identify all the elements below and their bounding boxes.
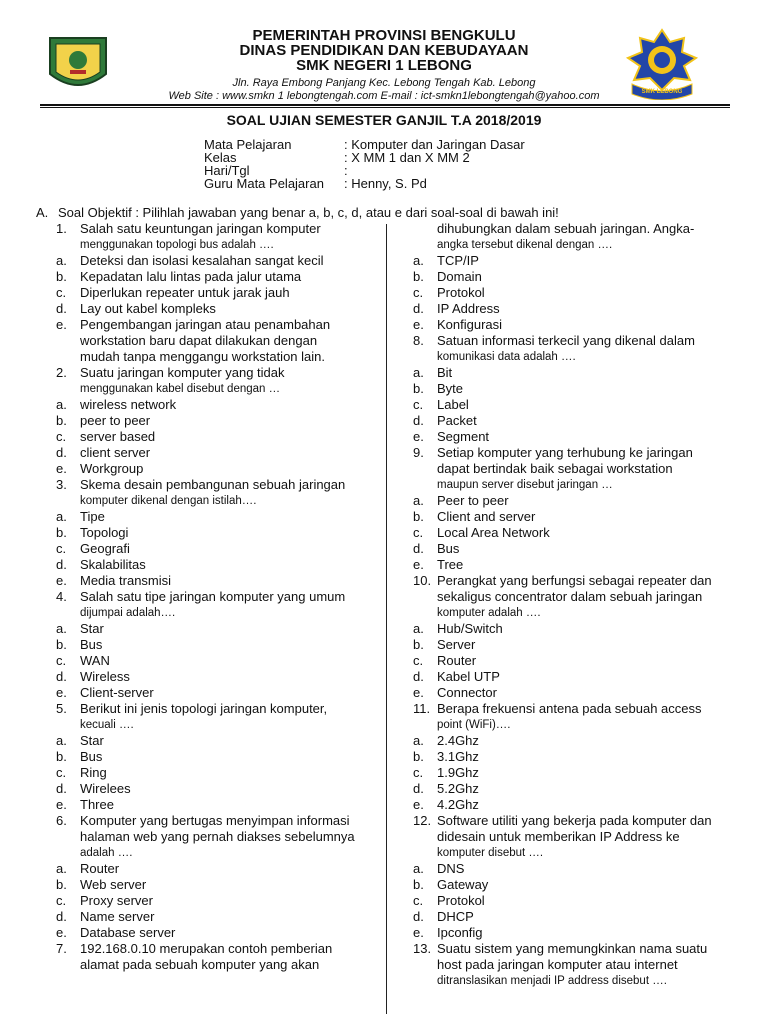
answer-option: [413, 909, 753, 925]
option-text: Database server: [80, 925, 176, 940]
question-text: point (WiFi)….: [437, 719, 511, 731]
question-text: Berapa frekuensi antena pada sebuah access: [437, 701, 702, 716]
option-letter: a.: [56, 253, 67, 268]
question-number: 9.: [413, 445, 424, 460]
question-text: menggunakan topologi bus adalah ….: [80, 239, 274, 251]
question-number: 11.: [413, 701, 431, 716]
option-letter: c.: [413, 893, 424, 908]
question-text: Satuan informasi terkecil yang dikenal dalam: [437, 333, 695, 348]
option-letter: b.: [413, 509, 424, 524]
option-text: Server: [437, 637, 476, 652]
question-text: dihubungkan dalam sebuah jaringan. Angka-: [437, 221, 695, 236]
answer-option: [56, 461, 376, 477]
header-department: DINAS PENDIDIKAN DAN KEBUDAYAAN: [239, 42, 529, 59]
answer-option: [56, 621, 376, 637]
question-text: Salah satu tipe jaringan komputer yang umum: [80, 589, 346, 604]
question-text-line: [56, 845, 376, 861]
answer-option: [413, 381, 753, 397]
answer-option: [413, 733, 753, 749]
option-text: Tree: [437, 557, 464, 572]
answer-option: [413, 765, 753, 781]
answer-option: [413, 509, 753, 525]
option-letter: a.: [413, 861, 424, 876]
option-letter: e.: [56, 797, 67, 812]
question-text: Salah satu keuntungan jaringan komputer: [80, 221, 321, 236]
question-number: 6.: [56, 813, 67, 828]
question-text-line: [56, 605, 376, 621]
question-text-line: [413, 237, 753, 253]
option-letter: b.: [56, 749, 67, 764]
option-text: Diperlukan repeater untuk jarak jauh: [80, 285, 290, 300]
answer-option: [56, 781, 376, 797]
question-text-line: [56, 717, 376, 733]
option-text: Name server: [80, 909, 155, 924]
question-line: [56, 589, 376, 605]
option-text: 2.4Ghz: [437, 733, 479, 748]
option-text: WAN: [80, 653, 110, 668]
question-text: sekaligus concentrator dalam sebuah jaringan: [437, 589, 703, 604]
option-text: Ipconfig: [437, 925, 483, 940]
answer-option: [413, 637, 753, 653]
question-text: Berikut ini jenis topologi jaringan komputer,: [80, 701, 328, 716]
option-letter: a.: [56, 397, 67, 412]
answer-option: [56, 573, 376, 589]
instruction-letter: A.: [36, 205, 49, 220]
info-key: Kelas: [204, 150, 237, 165]
option-letter: a.: [56, 733, 67, 748]
option-text: Packet: [437, 413, 477, 428]
question-text-line: [413, 461, 753, 477]
option-letter: e.: [56, 573, 67, 588]
exam-title: SOAL UJIAN SEMESTER GANJIL T.A 2018/2019: [226, 112, 542, 128]
answer-option: [413, 669, 753, 685]
option-text: Wireless: [80, 669, 130, 684]
option-text: Lay out kabel kompleks: [80, 301, 216, 316]
answer-option: [413, 749, 753, 765]
question-text-line: [56, 493, 376, 509]
answer-option: [56, 861, 376, 877]
option-text: Peer to peer: [437, 493, 509, 508]
question-text: Suatu jaringan komputer yang tidak: [80, 365, 285, 380]
option-letter: c.: [56, 893, 67, 908]
option-text: server based: [80, 429, 156, 444]
question-text: dijumpai adalah….: [80, 607, 176, 619]
option-text: 5.2Ghz: [437, 781, 479, 796]
question-line: [56, 701, 376, 717]
option-letter: b.: [413, 749, 424, 764]
instruction-text: Soal Objektif : Pilihlah jawaban yang benar a, b, c, d, atau e dari soal-soal di bawah ini!: [58, 205, 559, 220]
option-text: Star: [80, 733, 104, 748]
option-text: Segment: [437, 429, 490, 444]
info-value: : Komputer dan Jaringan Dasar: [344, 137, 525, 152]
option-text: Kepadatan lalu lintas pada jalur utama: [80, 269, 302, 284]
answer-option: [413, 925, 753, 941]
answer-option: [413, 301, 753, 317]
option-text: Three: [80, 797, 114, 812]
option-letter: b.: [413, 877, 424, 892]
answer-option: [413, 429, 753, 445]
option-text: 1.9Ghz: [437, 765, 479, 780]
option-text: Workgroup: [80, 461, 144, 476]
option-letter: d.: [413, 909, 424, 924]
question-number: 7.: [56, 941, 67, 956]
option-letter: d.: [413, 413, 424, 428]
answer-option: [56, 429, 376, 445]
option-letter: e.: [56, 925, 67, 940]
question-number: 1.: [56, 221, 67, 236]
question-line: [413, 701, 753, 717]
question-text: komunikasi data adalah ….: [437, 351, 576, 363]
question-text: halaman web yang pernah diakses sebelumnya: [80, 829, 355, 844]
option-letter: a.: [413, 365, 424, 380]
option-letter: a.: [413, 493, 424, 508]
option-letter: c.: [413, 285, 424, 300]
answer-option: [413, 397, 753, 413]
answer-option: [56, 285, 376, 301]
option-letter: b.: [413, 637, 424, 652]
option-letter: e.: [413, 797, 424, 812]
answer-option: [56, 909, 376, 925]
header-rule-thin: [40, 107, 730, 108]
option-letter: c.: [56, 285, 67, 300]
answer-option: [56, 733, 376, 749]
answer-option: [56, 301, 376, 317]
option-letter: e.: [413, 317, 424, 332]
question-text: 192.168.0.10 merupakan contoh pemberian: [80, 941, 333, 956]
option-text: Web server: [80, 877, 147, 892]
question-text: angka tersebut dikenal dengan ….: [437, 239, 613, 251]
question-line: [413, 813, 753, 829]
answer-option: [413, 525, 753, 541]
question-text: Perangkat yang berfungsi sebagai repeater dan: [437, 573, 712, 588]
info-key: Guru Mata Pelajaran: [204, 176, 324, 191]
option-text: Kabel UTP: [437, 669, 500, 684]
question-line: [56, 477, 376, 493]
option-text: wireless network: [80, 397, 177, 412]
question-text: Setiap komputer yang terhubung ke jaringan: [437, 445, 693, 460]
question-number: 8.: [413, 333, 424, 348]
answer-option: [56, 413, 376, 429]
answer-option: [413, 685, 753, 701]
answer-option: [56, 653, 376, 669]
option-letter: d.: [56, 909, 67, 924]
option-text: Bus: [437, 541, 460, 556]
answer-option: [56, 669, 376, 685]
question-text: komputer dikenal dengan istilah….: [80, 495, 257, 507]
option-text: Router: [437, 653, 477, 668]
option-letter: a.: [56, 509, 67, 524]
option-letter: c.: [413, 765, 424, 780]
option-letter: b.: [56, 877, 67, 892]
header-school: SMK NEGERI 1 LEBONG: [296, 57, 472, 74]
option-text: DHCP: [437, 909, 474, 924]
answer-option: [56, 765, 376, 781]
answer-option: [413, 365, 753, 381]
answer-option: [56, 445, 376, 461]
question-line: [413, 941, 753, 957]
option-letter: d.: [413, 301, 424, 316]
answer-option: [56, 253, 376, 269]
question-text-line: [56, 381, 376, 397]
question-text-line: [56, 349, 376, 365]
question-text: Suatu sistem yang memungkinkan nama suatu: [437, 941, 708, 956]
option-letter: b.: [413, 381, 424, 396]
option-text: Skalabilitas: [80, 557, 146, 572]
question-text-line: [413, 349, 753, 365]
option-letter: b.: [413, 269, 424, 284]
header-government: PEMERINTAH PROVINSI BENGKULU: [252, 27, 516, 44]
answer-option: [56, 509, 376, 525]
question-number: 2.: [56, 365, 67, 380]
option-letter: d.: [56, 301, 67, 316]
answer-option: [56, 317, 376, 333]
answer-option: [56, 541, 376, 557]
answer-option: [413, 861, 753, 877]
exam-info: [204, 138, 525, 190]
question-text: alamat pada sebuah komputer yang akan: [80, 957, 320, 972]
answer-option: [413, 493, 753, 509]
option-letter: d.: [413, 669, 424, 684]
option-text: Topologi: [80, 525, 129, 540]
option-text: Konfigurasi: [437, 317, 503, 332]
option-letter: c.: [56, 429, 67, 444]
answer-option: [56, 893, 376, 909]
option-letter: c.: [56, 541, 67, 556]
question-column-right: [413, 221, 753, 989]
question-line: [56, 813, 376, 829]
question-text: Skema desain pembangunan sebuah jaringan: [80, 477, 346, 492]
option-letter: c.: [56, 765, 67, 780]
question-text-line: [56, 957, 376, 973]
question-text: kecuali ….: [80, 719, 134, 731]
question-line: [56, 941, 376, 957]
question-text-line: [413, 717, 753, 733]
option-letter: e.: [56, 317, 67, 332]
question-number: 5.: [56, 701, 67, 716]
header-website: Web Site : www.smkn 1 lebongtengah.com E-mail : ict-smkn1lebongtengah@yahoo.com: [168, 90, 600, 102]
option-text: Byte: [437, 381, 464, 396]
option-text: Bus: [80, 637, 103, 652]
question-number: 12.: [413, 813, 432, 828]
option-letter: e.: [413, 925, 424, 940]
option-letter: d.: [413, 781, 424, 796]
option-text: Protokol: [437, 893, 485, 908]
option-text: Pengembangan jaringan atau penambahan: [80, 317, 331, 332]
question-text-line: [413, 589, 753, 605]
header-rule: [40, 104, 730, 106]
question-text: didesain untuk memberikan IP Address ke: [437, 829, 680, 844]
question-text-line: [413, 477, 753, 493]
option-text: Media transmisi: [80, 573, 172, 588]
option-letter: a.: [413, 253, 424, 268]
option-letter: a.: [56, 861, 67, 876]
option-text: Star: [80, 621, 104, 636]
answer-option: [413, 781, 753, 797]
question-text: Komputer yang bertugas menyimpan informasi: [80, 813, 350, 828]
question-text-line: [413, 221, 753, 237]
question-text-line: [56, 237, 376, 253]
answer-option: [413, 621, 753, 637]
option-letter: e.: [56, 461, 67, 476]
column-divider: [386, 224, 387, 1014]
answer-option: [56, 797, 376, 813]
answer-option: [413, 285, 753, 301]
question-line: [56, 221, 376, 237]
option-letter: e.: [56, 685, 67, 700]
header-address: Jln. Raya Embong Panjang Kec. Lebong Tengah Kab. Lebong: [232, 77, 536, 89]
option-text: TCP/IP: [437, 253, 479, 268]
option-text: Hub/Switch: [437, 621, 503, 636]
option-letter: d.: [56, 557, 67, 572]
option-letter: e.: [413, 557, 424, 572]
answer-option: [413, 269, 753, 285]
question-number: 4.: [56, 589, 67, 604]
option-letter: b.: [56, 269, 67, 284]
option-text: DNS: [437, 861, 465, 876]
option-letter: a.: [413, 733, 424, 748]
answer-option: [56, 637, 376, 653]
question-text: host pada jaringan komputer atau internet: [437, 957, 678, 972]
option-text: Client and server: [437, 509, 536, 524]
answer-option: [413, 253, 753, 269]
answer-option: [413, 893, 753, 909]
info-value: : X MM 1 dan X MM 2: [344, 150, 470, 165]
question-text-line: [413, 957, 753, 973]
answer-option: [56, 557, 376, 573]
answer-option: [413, 797, 753, 813]
option-text: client server: [80, 445, 151, 460]
option-text: Local Area Network: [437, 525, 550, 540]
option-text: Domain: [437, 269, 482, 284]
answer-option: [56, 925, 376, 941]
option-text: Client-server: [80, 685, 154, 700]
option-letter: b.: [56, 413, 67, 428]
info-row: [204, 151, 525, 164]
question-line: [413, 573, 753, 589]
answer-option: [56, 685, 376, 701]
info-row: [204, 177, 525, 190]
answer-option: [56, 877, 376, 893]
answer-option: [56, 269, 376, 285]
answer-option: [413, 317, 753, 333]
question-text-line: [413, 845, 753, 861]
option-letter: c.: [56, 653, 67, 668]
option-letter: d.: [413, 541, 424, 556]
question-text-line: [413, 605, 753, 621]
answer-option: [413, 877, 753, 893]
option-text: Ring: [80, 765, 107, 780]
question-text: komputer disebut ….: [437, 847, 544, 859]
answer-option: [413, 653, 753, 669]
info-value: : Henny, S. Pd: [344, 176, 427, 191]
option-letter: c.: [413, 397, 424, 412]
question-line: [413, 445, 753, 461]
option-text: Proxy server: [80, 893, 153, 908]
answer-option: [56, 397, 376, 413]
option-letter: e.: [413, 685, 424, 700]
option-letter: a.: [56, 621, 67, 636]
option-letter: d.: [56, 445, 67, 460]
question-text: maupun server disebut jaringan …: [437, 479, 613, 491]
info-key: Hari/Tgl: [204, 163, 250, 178]
option-text: Bit: [437, 365, 453, 380]
option-letter: e.: [413, 429, 424, 444]
answer-option: [413, 541, 753, 557]
answer-option: [56, 525, 376, 541]
answer-option: [413, 557, 753, 573]
option-text: IP Address: [437, 301, 500, 316]
question-line: [413, 333, 753, 349]
option-letter: b.: [56, 525, 67, 540]
option-letter: b.: [56, 637, 67, 652]
question-number: 3.: [56, 477, 67, 492]
option-text: Protokol: [437, 285, 485, 300]
answer-option: [413, 413, 753, 429]
option-text: peer to peer: [80, 413, 151, 428]
option-text: Label: [437, 397, 469, 412]
question-text: menggunakan kabel disebut dengan …: [80, 383, 281, 395]
option-text: Connector: [437, 685, 497, 700]
option-text: Gateway: [437, 877, 489, 892]
question-line: [56, 365, 376, 381]
option-text: Tipe: [80, 509, 105, 524]
answer-option: [56, 749, 376, 765]
question-text-line: [413, 973, 753, 989]
question-column-left: [56, 221, 376, 973]
option-text: 3.1Ghz: [437, 749, 479, 764]
option-text: Wirelees: [80, 781, 131, 796]
question-text: adalah ….: [80, 847, 133, 859]
question-text: mudah tanpa menggangu workstation lain.: [80, 349, 325, 364]
school-logo-label: SMK LEBONG: [641, 89, 683, 95]
option-letter: d.: [56, 669, 67, 684]
question-text: workstation baru dapat dilakukan dengan: [80, 333, 318, 348]
option-letter: c.: [413, 653, 424, 668]
option-text: 4.2Ghz: [437, 797, 479, 812]
question-text-line: [56, 333, 376, 349]
option-text: Router: [80, 861, 120, 876]
option-text: Geografi: [80, 541, 130, 556]
question-text: ditranslasikan menjadi IP address disebut ….: [437, 975, 667, 987]
question-number: 13.: [413, 941, 432, 956]
question-number: 10.: [413, 573, 432, 588]
info-value: :: [344, 163, 348, 178]
question-text: dapat bertindak baik sebagai workstation: [437, 461, 673, 476]
option-letter: a.: [413, 621, 424, 636]
option-letter: c.: [413, 525, 424, 540]
question-text-line: [56, 829, 376, 845]
info-key: Mata Pelajaran: [204, 137, 292, 152]
school-logo-icon: [622, 28, 702, 100]
question-text-line: [413, 829, 753, 845]
option-text: Bus: [80, 749, 103, 764]
question-text: komputer adalah ….: [437, 607, 541, 619]
question-text: Software utiliti yang bekerja pada komputer dan: [437, 813, 712, 828]
option-text: Deteksi dan isolasi kesalahan sangat kecil: [80, 253, 324, 268]
option-letter: d.: [56, 781, 67, 796]
instruction: [36, 206, 559, 220]
